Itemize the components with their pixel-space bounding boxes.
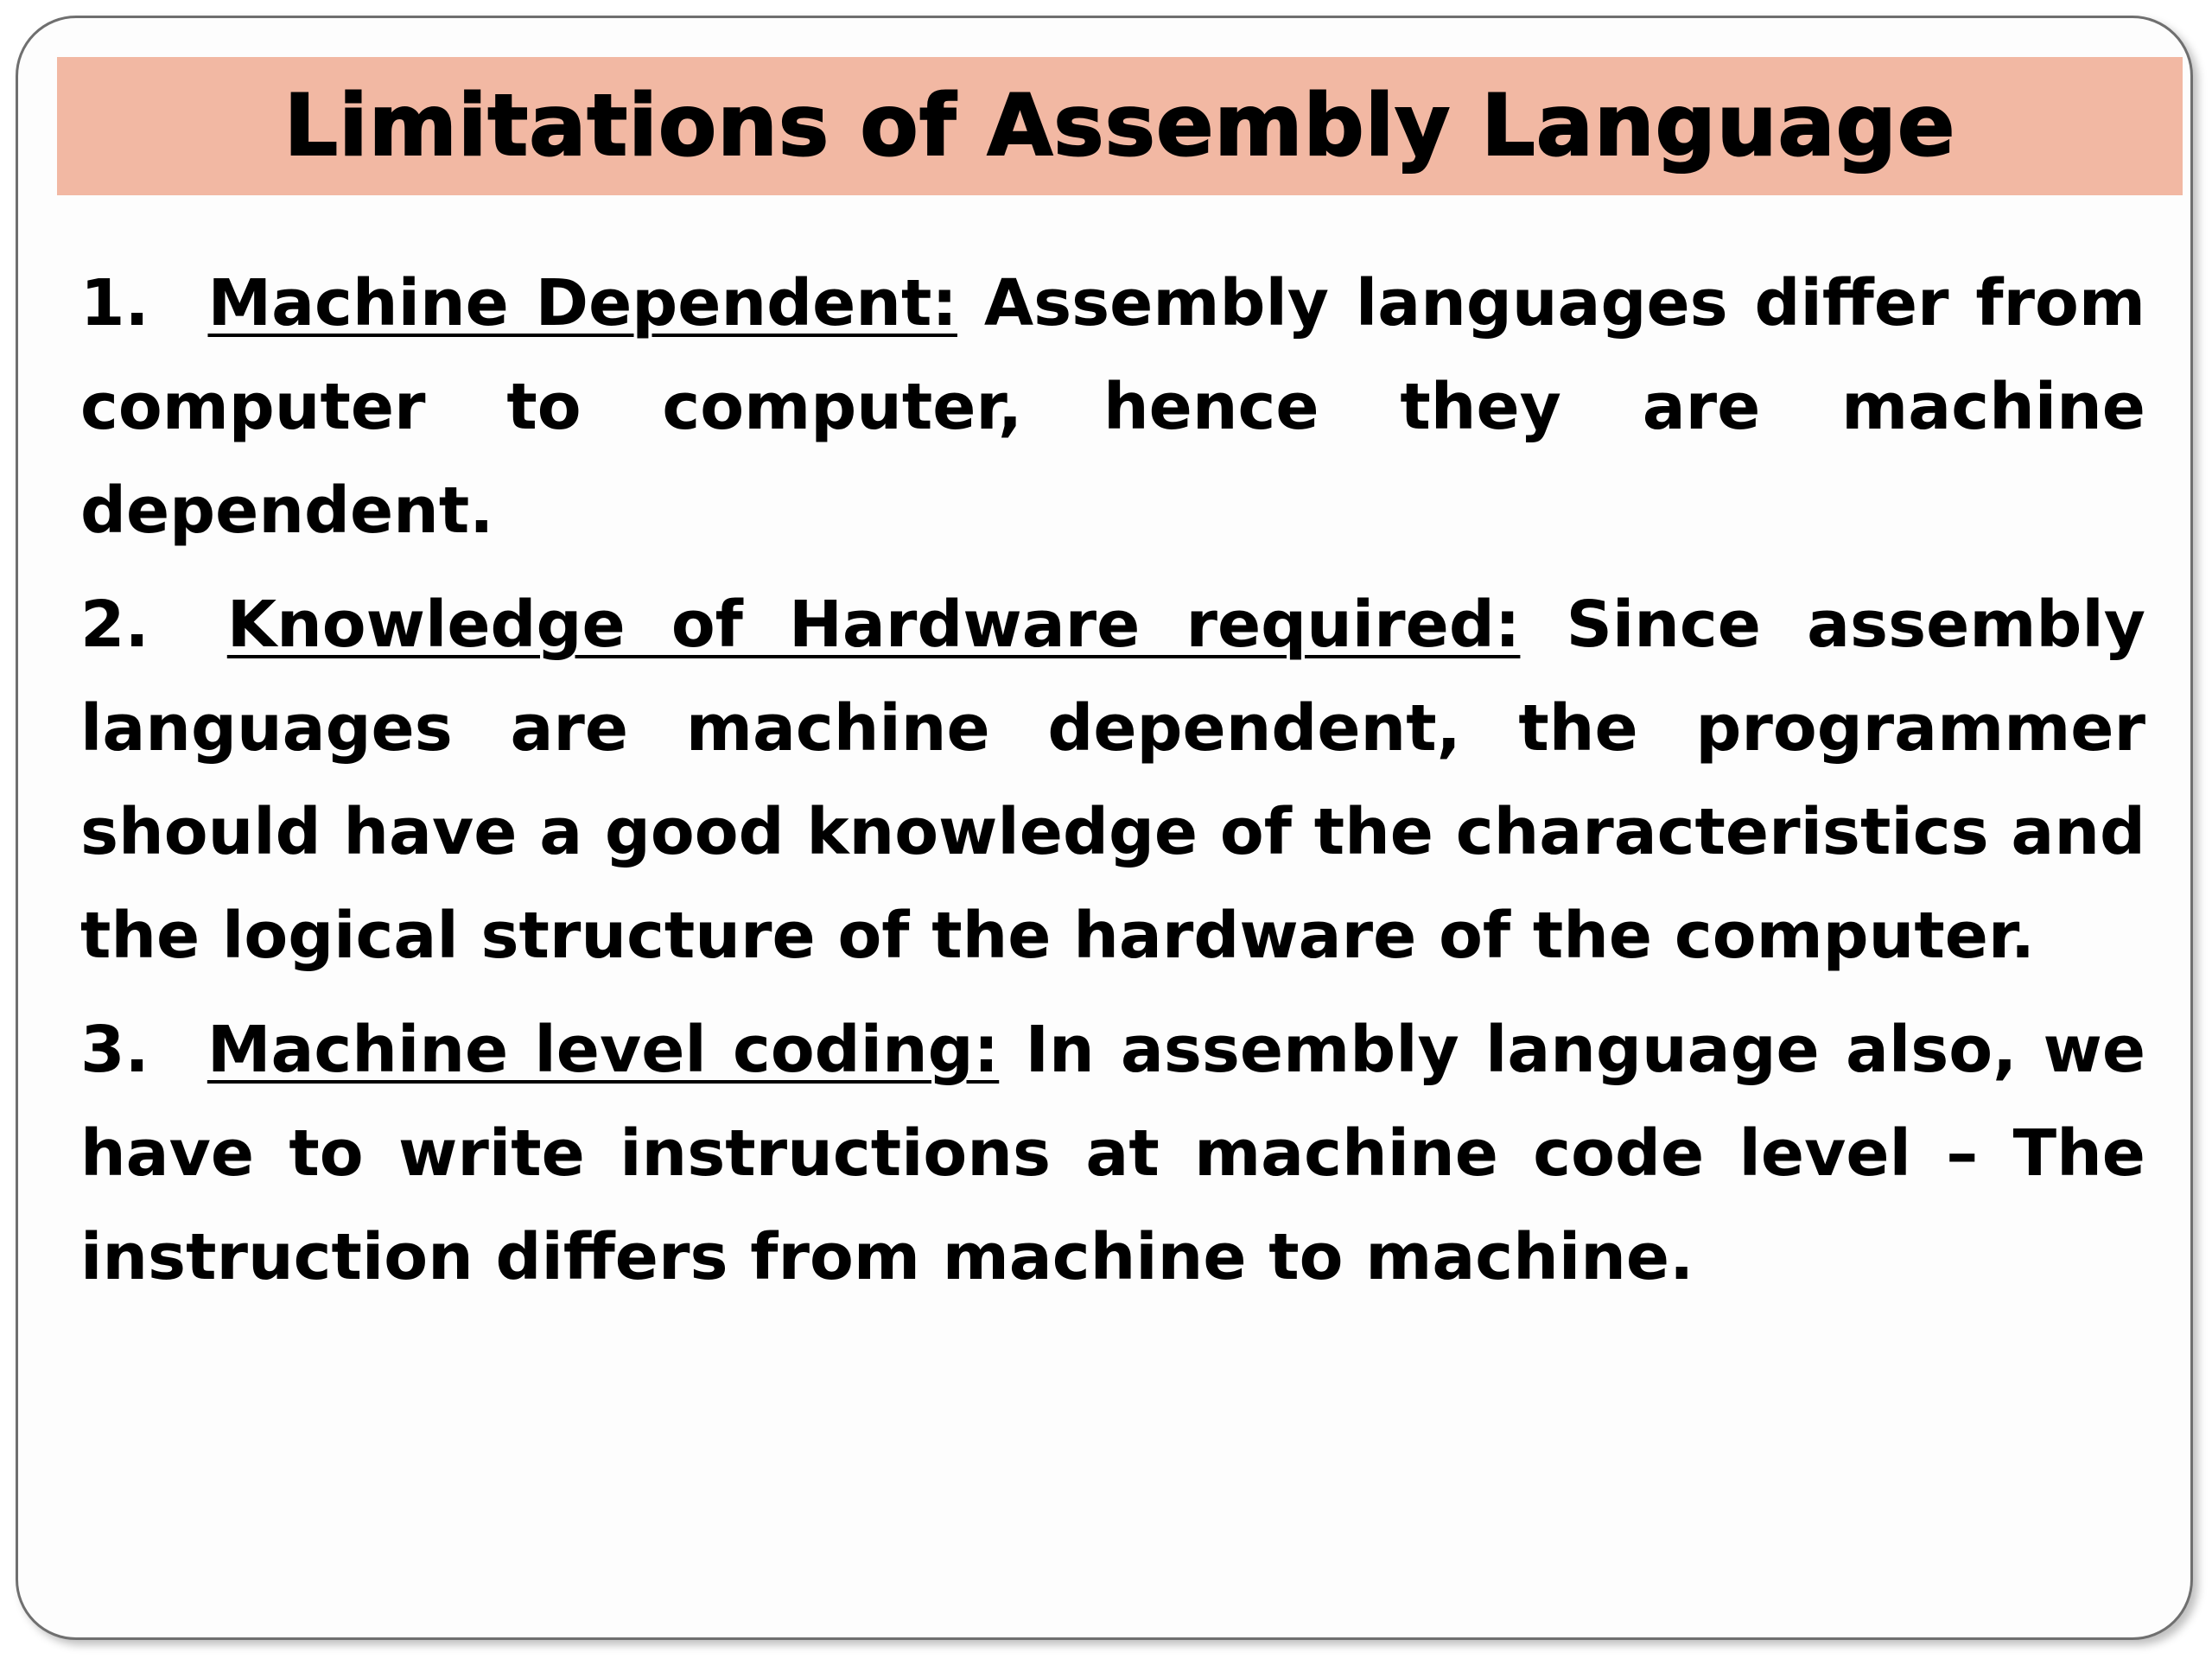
slide-title: Limitations of Assembly Language [283,77,1956,175]
item-number: 3. [80,1013,149,1087]
limitations-list [80,251,2145,1319]
list-item [80,998,2145,1309]
list-item [80,251,2145,563]
list-item [80,573,2145,988]
item-text: Since assembly languages are machine dependent, the programmer should have a good knowledge of the characteristics and the logical structure of the hardware of the computer. [80,588,2146,973]
item-term: Machine level coding: [207,1013,1000,1087]
slide [16,16,2193,1640]
title-band [57,57,2183,195]
item-number: 1. [80,266,149,340]
item-text: Assembly languages differ from computer to computer, hence they are machine dependent. [80,266,2145,548]
item-text: In assembly language also, we have to write instructions at machine code level – The instruction differs from machine to machine. [80,1013,2146,1294]
item-number: 2. [80,588,149,662]
item-term: Knowledge of Hardware required: [226,588,1521,662]
item-term: Machine Dependent: [207,266,957,340]
